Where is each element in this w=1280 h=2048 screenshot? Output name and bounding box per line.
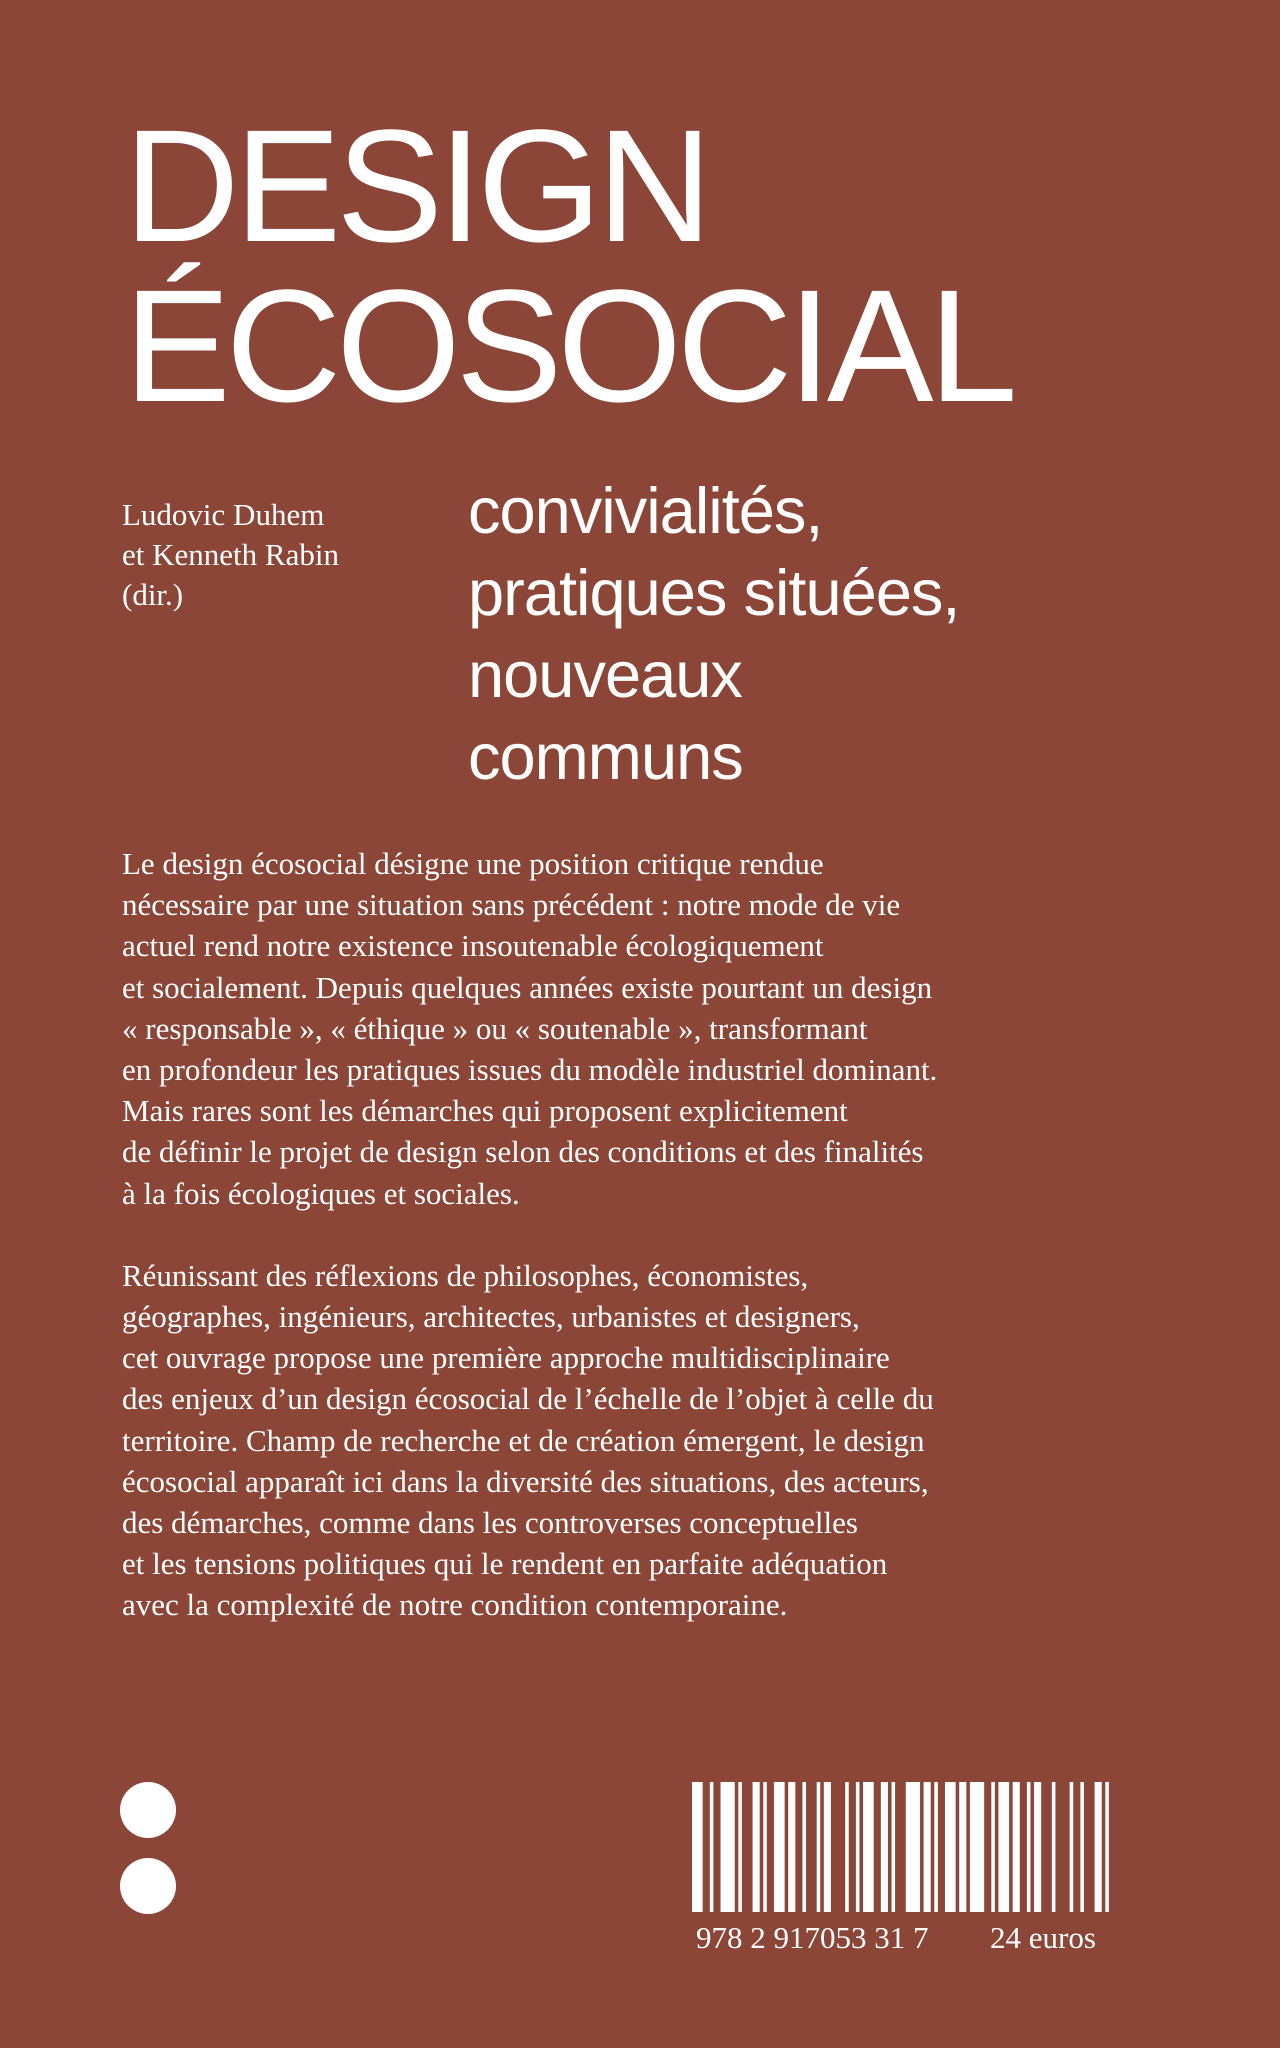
title-line-1: DESIGN — [124, 96, 708, 275]
text-line: Le design écosocial désigne une position critique rendue — [122, 846, 824, 881]
barcode-bar — [863, 1782, 874, 1912]
barcode-bar — [1105, 1782, 1109, 1912]
barcode-bar — [856, 1782, 860, 1912]
barcode-bar — [802, 1782, 806, 1912]
subtitle-line-2: pratiques situées, — [468, 556, 960, 629]
title-line-2: ÉCOSOCIAL — [124, 256, 1013, 435]
barcode-bar — [1070, 1782, 1074, 1912]
barcode-bar — [774, 1782, 785, 1912]
barcode-bar — [1080, 1782, 1084, 1912]
book-title — [124, 96, 1013, 435]
price: 24 euros — [990, 1920, 1096, 1955]
barcode-bar — [991, 1782, 995, 1912]
authors — [122, 495, 339, 615]
text-line: avec la complexité de notre condition contemporaine. — [122, 1587, 788, 1623]
description-paragraph-2 — [122, 1255, 1172, 1626]
logo-dot-bottom — [120, 1858, 176, 1914]
two-dots-publisher-logo-icon — [120, 1782, 176, 1882]
barcode-bar — [945, 1782, 956, 1912]
text-line: des démarches, comme dans les controverses conceptuelles — [122, 1505, 858, 1541]
text-line: territoire. Champ de recherche et de création émergent, le design — [122, 1422, 925, 1458]
barcode-bar — [892, 1782, 896, 1912]
barcode-bar — [817, 1782, 821, 1912]
text-line: de définir le projet de design selon des conditions et des finalités — [122, 1134, 924, 1170]
text-line: géographes, ingénieurs, architectes, urbanistes et designers, — [122, 1299, 860, 1335]
text-line: des enjeux d’un design écosocial de l’échelle de l’objet à celle du — [122, 1381, 934, 1417]
book-description — [122, 843, 1172, 1626]
authors-line-1: Ludovic Duhem — [122, 497, 325, 532]
barcode-bar — [906, 1782, 920, 1912]
barcode-bar — [763, 1782, 767, 1912]
barcode-bar — [924, 1782, 931, 1912]
text-line: « responsable », « éthique » ou « soutenable », transformant — [122, 1010, 868, 1046]
barcode-bar — [1034, 1782, 1041, 1912]
barcode-bar — [959, 1782, 966, 1912]
barcode-bar — [881, 1782, 888, 1912]
text-line: à la fois écologiques et sociales. — [122, 1175, 520, 1211]
barcode-bar — [753, 1782, 760, 1912]
subtitle-line-1: convivialités, — [468, 474, 823, 547]
text-line: nécessaire par une situation sans précédent : notre mode de vie — [122, 887, 901, 923]
text-line: et les tensions politiques qui le rendent en parfaite adéquation — [122, 1546, 888, 1582]
logo-dot-top — [120, 1782, 176, 1838]
barcode-icon — [692, 1782, 1116, 1912]
barcode-bar — [1095, 1782, 1102, 1912]
barcode-bar — [692, 1782, 703, 1912]
text-line: et socialement. Depuis quelques années existe pourtant un design — [122, 969, 933, 1005]
text-line: cet ouvrage propose une première approche multidisciplinaire — [122, 1340, 890, 1376]
authors-line-3: (dir.) — [122, 577, 184, 612]
barcode-bar — [1013, 1782, 1020, 1912]
text-line: en profondeur les pratiques issues du modèle industriel dominant. — [122, 1052, 938, 1088]
text-line: Réunissant des réflexions de philosophes, économistes, — [122, 1257, 809, 1293]
barcode-bar — [721, 1782, 735, 1912]
subtitle-line-4: communs — [468, 720, 743, 793]
text-line: écosocial apparaît ici dans la diversité des situations, des acteurs, — [122, 1463, 929, 1499]
barcode-bar — [710, 1782, 714, 1912]
barcode-bar — [845, 1782, 849, 1912]
barcode-bar — [824, 1782, 831, 1912]
barcode-bar — [998, 1782, 1009, 1912]
isbn-number: 978 2 917053 31 7 — [696, 1920, 929, 1955]
barcode-bar — [1027, 1782, 1031, 1912]
book-subtitle — [468, 470, 959, 798]
barcode-bar — [788, 1782, 795, 1912]
text-line: Mais rares sont les démarches qui proposent explicitement — [122, 1093, 848, 1129]
text-line: actuel rend notre existence insoutenable écologiquement — [122, 928, 824, 964]
barcode-bar — [1052, 1782, 1056, 1912]
authors-line-2: et Kenneth Rabin — [122, 537, 339, 572]
barcode-bar — [738, 1782, 742, 1912]
barcode-bar — [934, 1782, 938, 1912]
description-paragraph-1 — [122, 843, 1172, 1214]
barcode-bar — [970, 1782, 984, 1912]
subtitle-line-3: nouveaux — [468, 638, 742, 711]
